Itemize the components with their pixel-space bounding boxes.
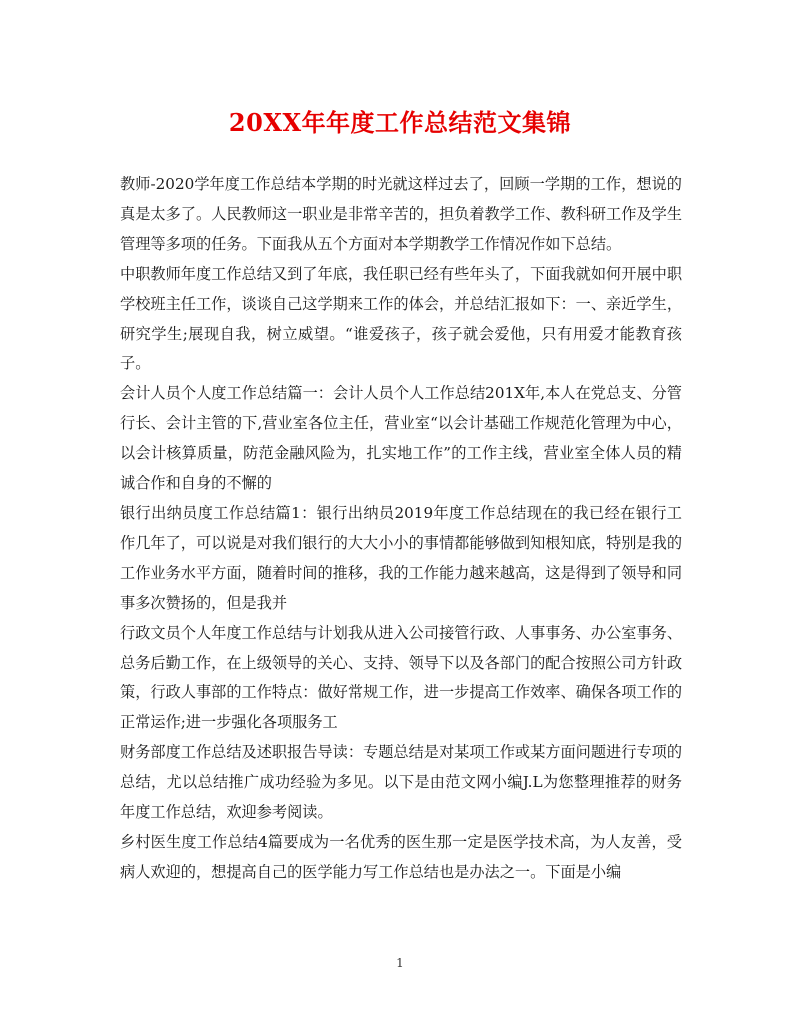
paragraph-bank-cashier: 银行出纳员度工作总结篇1：银行出纳员2019年度工作总结现在的我已经在银行工作几年了，可以说是对我们银行的大大小小的事情都能够做到知根知底，特别是我的工作业务水平方面，随着时间的推移，我的工作能力越来越高，这是得到了领导和同事多次赞扬的，但是我并 (120, 503, 682, 612)
document-title: 20XX年年度工作总结范文集锦 (228, 108, 572, 137)
paragraph-village-doctor: 乡村医生度工作总结4篇要成为一名优秀的医生那一定是医学技术高，为人友善，受病人欢迎的，想提高自己的医学能力写工作总结也是办法之一。下面是小编 (120, 832, 682, 881)
paragraph-teacher-summary: 教师-2020学年度工作总结本学期的时光就这样过去了，回顾一学期的工作，想说的真是太多了。人民教师这一职业是非常辛苦的，担负着教学工作、教科研工作及学生管理等多项的任务。下面我从五个方面对本学期教学工作情况作如下总结。 (120, 175, 682, 253)
paragraph-finance-department: 财务部度工作总结及述职报告导读：专题总结是对某项工作或某方面问题进行专项的总结，尤以总结推广成功经验为多见。以下是由范文网小编J.L为您整理推荐的财务年度工作总结，欢迎参考阅读。 (120, 743, 682, 822)
paragraph-accountant: 会计人员个人度工作总结篇一：会计人员个人工作总结201X年,本人在党总支、分管行长、会计主管的下,营业室各位主任，营业室“以会计基础工作规范化管理为中心，以会计核算质量，防范金融风险为，扎实地工作”的工作主线，营业室全体人员的精诚合作和自身的不懈的 (120, 384, 682, 493)
page-number: 1 (396, 956, 404, 970)
paragraph-vocational-teacher: 中职教师年度工作总结又到了年底，我任职已经有些年头了，下面我就如何开展中职学校班主任工作，谈谈自己这学期来工作的体会，并总结汇报如下：一、亲近学生，研究学生;展现自我，树立威望。“谁爱孩子，孩子就会爱他，只有用爱才能教育孩子。 (120, 264, 682, 373)
paragraph-admin-clerk: 行政文员个人年度工作总结与计划我从进入公司接管行政、人事事务、办公室事务、总务后勤工作，在上级领导的关心、支持、领导下以及各部门的配合按照公司方针政策，行政人事部的工作特点：做好常规工作，进一步提高工作效率、确保各项工作的正常运作;进一步强化各项服务工 (120, 623, 682, 732)
document-body (120, 170, 682, 888)
